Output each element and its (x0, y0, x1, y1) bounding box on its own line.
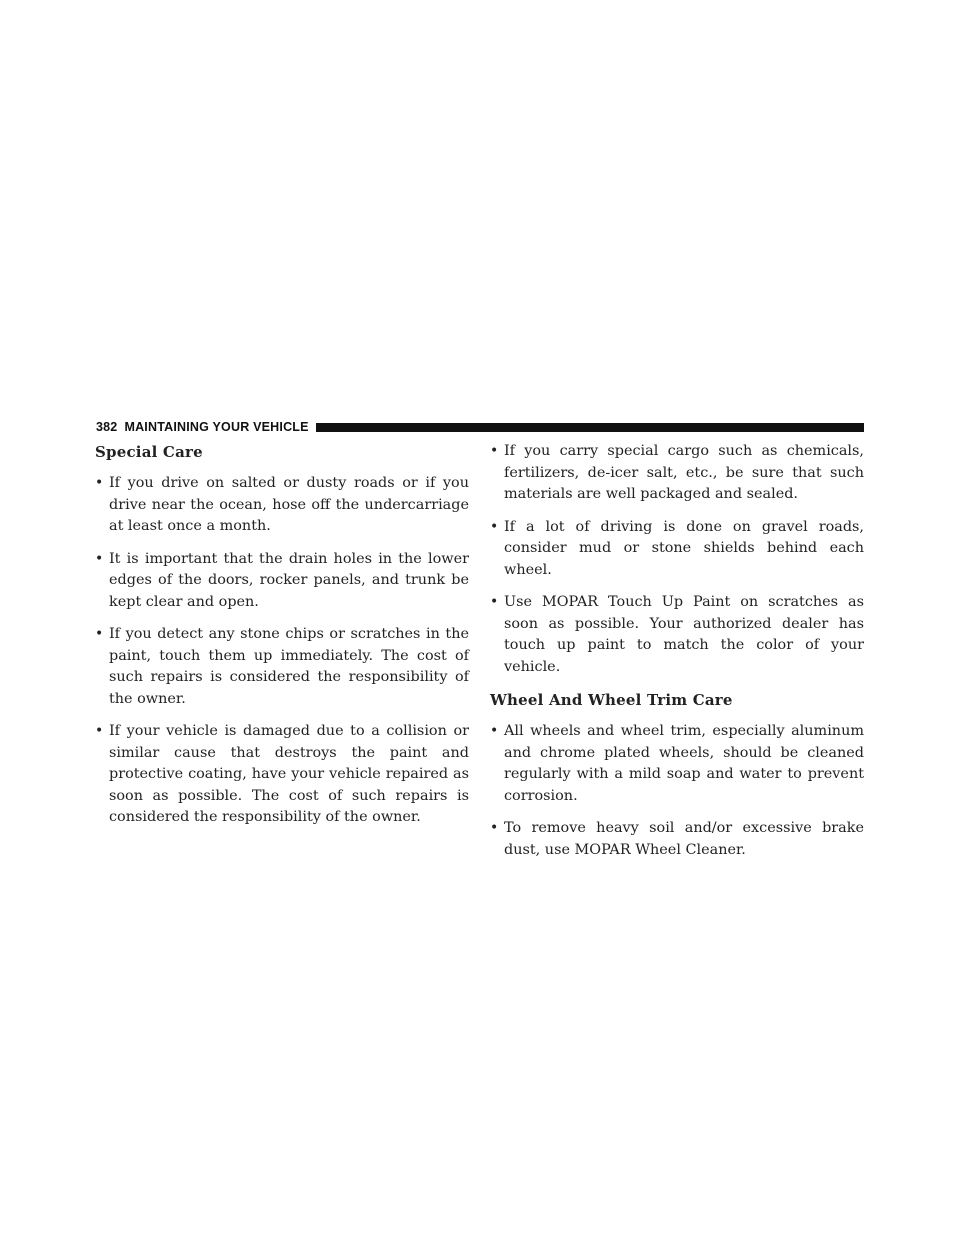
bullet-icon: • (95, 550, 104, 567)
list-item (95, 624, 469, 710)
list-item (490, 721, 864, 807)
list-item (490, 517, 864, 582)
section-title: MAINTAINING YOUR VEHICLE (124, 420, 309, 434)
list-item (95, 721, 469, 829)
wheel-care-heading: Wheel And Wheel Trim Care (490, 691, 733, 709)
bullet-icon: • (490, 518, 499, 535)
header-rule (316, 423, 864, 432)
list-item-text: It is important that the drain holes in the lower edges of the doors, rocker panels, and trunk be kept clear and open. (109, 550, 469, 610)
list-item (490, 818, 864, 861)
list-item (490, 592, 864, 678)
bullet-icon: • (95, 475, 104, 491)
left-column (95, 441, 469, 840)
bullet-icon: • (490, 723, 499, 739)
list-item-text: All wheels and wheel trim, especially aluminum and chrome plated wheels, should be cleaned regularly with a mild soap and water to prevent corrosion. (504, 723, 864, 804)
page-number: 382 (96, 420, 118, 434)
list-item (95, 473, 469, 538)
list-item (95, 549, 469, 614)
list-item-text: If you carry special cargo such as chemicals, fertilizers, de-icer salt, etc., be sure that such materials are well packaged and sealed. (504, 443, 864, 502)
right-column (490, 441, 864, 872)
bullet-icon: • (490, 443, 499, 459)
page-header (96, 420, 864, 434)
list-item-text: Use MOPAR Touch Up Paint on scratches as soon as possible. Your authorized dealer has touch up paint to match the color of your vehicle. (504, 594, 864, 675)
special-care-heading: Special Care (95, 443, 203, 461)
list-item-text: If you drive on salted or dusty roads or if you drive near the ocean, hose off the undercarriage at least once a month. (109, 475, 469, 534)
special-care-list-continued (490, 441, 864, 678)
wheel-care-list (490, 721, 864, 861)
list-item-text: If your vehicle is damaged due to a collision or similar cause that destroys the paint and protective coating, have your vehicle repaired as soon as possible. The cost of such repairs is considered the responsibility of the owner. (109, 723, 469, 825)
list-item-text: If you detect any stone chips or scratches in the paint, touch them up immediately. The cost of such repairs is considered the responsibility of the owner. (109, 626, 469, 707)
list-item-text: If a lot of driving is done on gravel roads, consider mud or stone shields behind each wheel. (504, 518, 864, 578)
bullet-icon: • (490, 594, 499, 610)
bullet-icon: • (95, 723, 104, 739)
special-care-list (95, 473, 469, 829)
list-item (490, 441, 864, 506)
bullet-icon: • (95, 626, 104, 642)
list-item-text: To remove heavy soil and/or excessive brake dust, use MOPAR Wheel Cleaner. (504, 820, 864, 858)
bullet-icon: • (490, 820, 499, 836)
